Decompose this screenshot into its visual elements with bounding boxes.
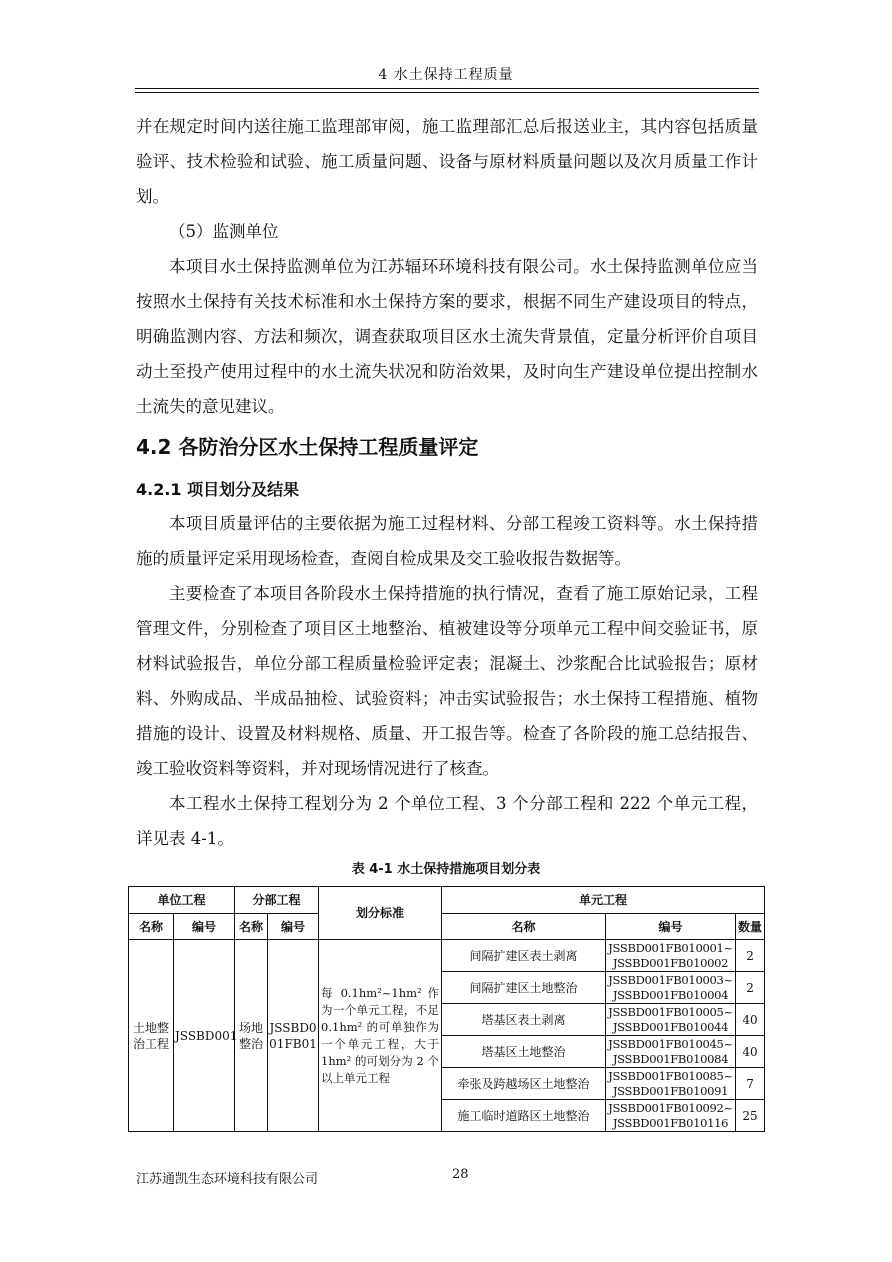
table-row: [129, 940, 765, 972]
footer-company: 江苏通凯生态环境科技有限公司: [136, 1172, 319, 1187]
cell-sub-name: 场地整治: [235, 940, 268, 1132]
header-rule-thin: [135, 92, 759, 93]
header-rule: [135, 88, 759, 89]
cell-element-count: 2: [736, 972, 765, 1004]
cell-element-name: 塔基区土地整治: [442, 1036, 606, 1068]
cell-element-name: 塔基区表土剥离: [442, 1004, 606, 1036]
paragraph-monitor-heading: （5）监测单位: [169, 222, 279, 241]
th-element-code: 编号: [606, 914, 736, 940]
code-to: JSSBD001FB010002: [612, 955, 729, 970]
code-to: JSSBD001FB010091: [612, 1083, 729, 1098]
cell-element-count: 25: [736, 1100, 765, 1132]
cell-element-code: [606, 1100, 736, 1132]
paragraph-division-summary: 本工程水土保持工程划分为 2 个单位工程、3 个分部工程和 222 个单元工程，详见表 4-1。: [136, 794, 758, 848]
paragraph-evaluation-basis: 本项目质量评估的主要依据为施工过程材料、分部工程竣工资料等。水土保持措施的质量评定采用现场检查，查阅自检成果及交工验收报告数据等。: [136, 514, 758, 568]
page-number: 28: [452, 1167, 469, 1182]
code-from: JSSBD001FB010001~: [608, 940, 733, 955]
code-to: JSSBD001FB010004: [612, 987, 729, 1002]
cell-element-count: 40: [736, 1036, 765, 1068]
cell-sub-code: JSSBD001FB01: [268, 940, 319, 1132]
th-standard: 划分标准: [319, 887, 442, 940]
code-from: JSSBD001FB010003~: [608, 972, 733, 987]
cell-unit-name: 土地整治工程: [129, 940, 174, 1132]
running-header: 4 水土保持工程质量: [378, 67, 514, 83]
code-to: JSSBD001FB010116: [612, 1115, 729, 1130]
cell-element-count: 40: [736, 1004, 765, 1036]
cell-element-code: [606, 940, 736, 972]
code-from: JSSBD001FB010005~: [608, 1004, 733, 1019]
th-sub-project: 分部工程: [235, 887, 319, 914]
code-from: JSSBD001FB010045~: [608, 1036, 733, 1051]
cell-element-name: 间隔扩建区表土剥离: [442, 940, 606, 972]
section-heading-4-2: 4.2 各防治分区水土保持工程质量评定: [136, 435, 479, 459]
th-unit-project: 单位工程: [129, 887, 235, 914]
code-from: JSSBD001FB010092~: [608, 1100, 733, 1115]
cell-standard: 每 0.1hm²~1hm² 作为一个单元工程，不足 0.1hm² 的可单独作为一个单元工程，大于 1hm² 的可划分为 2 个以上单元工程: [319, 940, 442, 1132]
th-element-project: 单元工程: [442, 887, 765, 914]
cell-element-code: [606, 1004, 736, 1036]
cell-element-code: [606, 972, 736, 1004]
th-sub-name: 名称: [235, 914, 268, 940]
th-unit-code: 编号: [174, 914, 235, 940]
table-header-row-1: [129, 887, 765, 914]
cell-element-name: 施工临时道路区土地整治: [442, 1100, 606, 1132]
paragraph-monitor-unit: 本项目水土保持监测单位为江苏辐环环境科技有限公司。水土保持监测单位应当按照水土保持有关技术标准和水土保持方案的要求，根据不同生产建设项目的特点，明确监测内容、方法和频次，调查获取项目区水土流失背景值，定量分析评价自项目动土至投产使用过程中的水土流失状况和防治效果，及时向生产建设单位提出控制水土流失的意见建议。: [136, 257, 758, 416]
section-body: [136, 506, 758, 856]
th-element-name: 名称: [442, 914, 606, 940]
paragraph-1: 并在规定时间内送往施工监理部审阅，施工监理部汇总后报送业主，其内容包括质量验评、技术检验和试验、施工质量问题、设备与原材料质量问题以及次月质量工作计划。: [136, 117, 758, 206]
cell-element-name: 间隔扩建区土地整治: [442, 972, 606, 1004]
table-header-row-2: [129, 914, 765, 940]
cell-element-code: [606, 1068, 736, 1100]
table-caption: 表 4-1 水土保持措施项目划分表: [351, 862, 541, 877]
project-division-table: [128, 886, 765, 1132]
cell-unit-code: JSSBD001: [174, 940, 235, 1132]
th-unit-name: 名称: [129, 914, 174, 940]
cell-element-name: 牵张及跨越场区土地整治: [442, 1068, 606, 1100]
code-from: JSSBD001FB010085~: [608, 1068, 733, 1083]
paragraph-inspection: 主要检查了本项目各阶段水土保持措施的执行情况，查看了施工原始记录，工程管理文件，分别检查了项目区土地整治、植被建设等分项单元工程中间交验证书，原材料试验报告，单位分部工程质量检验评定表；混凝土、沙浆配合比试验报告；原材料、外购成品、半成品抽检、试验资料；冲击实试验报告；水土保持工程措施、植物措施的设计、设置及材料规格、质量、开工报告等。检查了各阶段的施工总结报告、竣工验收资料等资料，并对现场情况进行了核查。: [136, 584, 758, 778]
section-heading-4-2-1: 4.2.1 项目划分及结果: [136, 480, 300, 499]
th-element-count: 数量: [736, 914, 765, 940]
cell-element-count: 7: [736, 1068, 765, 1100]
code-to: JSSBD001FB010044: [612, 1019, 729, 1034]
cell-element-count: 2: [736, 940, 765, 972]
cell-element-code: [606, 1036, 736, 1068]
paragraph-continued: [136, 109, 758, 424]
code-to: JSSBD001FB010084: [612, 1051, 729, 1066]
th-sub-code: 编号: [268, 914, 319, 940]
